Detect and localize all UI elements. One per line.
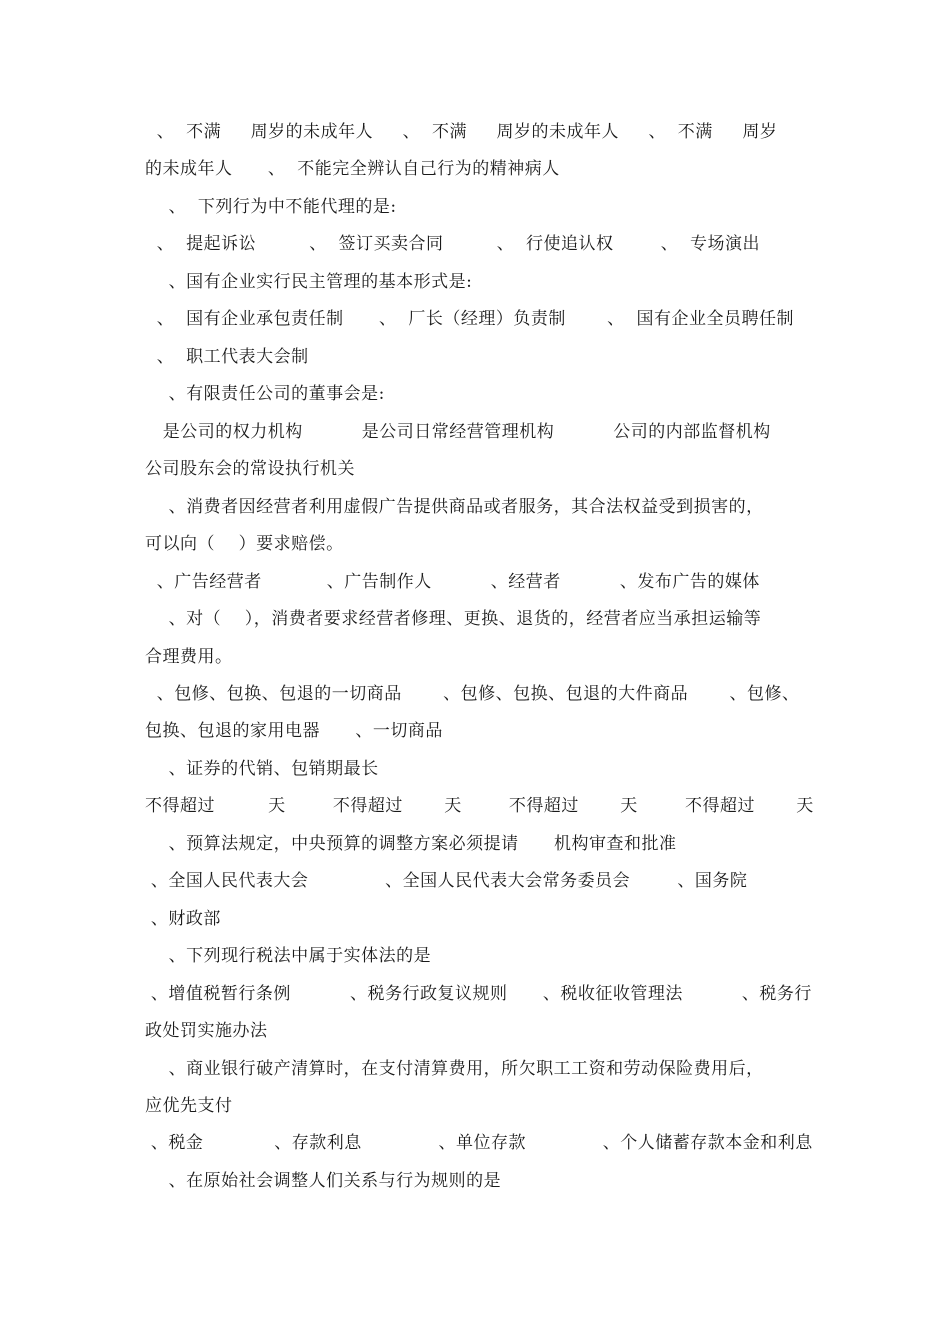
- text-line: 的未成年人 、 不能完全辨认自己行为的精神病人: [145, 159, 560, 179]
- text-line: 、下列现行税法中属于实体法的是: [145, 946, 432, 966]
- text-line: 应优先支付: [145, 1096, 233, 1116]
- text-line: 、广告经营者 、广告制作人 、经营者 、发布广告的媒体: [145, 572, 760, 592]
- text-line: 、财政部: [145, 909, 221, 929]
- text-line: 公司股东会的常设执行机关: [145, 459, 355, 479]
- text-line: 、 下列行为中不能代理的是:: [145, 197, 397, 217]
- text-line: 是公司的权力机构 是公司日常经营管理机构 公司的内部监督机构: [145, 422, 771, 442]
- text-line: 可以向（ ）要求赔偿。: [145, 534, 344, 554]
- text-line: 、 职工代表大会制: [145, 347, 309, 367]
- text-line: 、增值税暂行条例 、税务行政复议规则 、税收征收管理法 、税务行: [145, 984, 812, 1004]
- text-line: 、 不满 周岁的未成年人 、 不满 周岁的未成年人 、 不满 周岁: [145, 122, 778, 142]
- text-line: 、税金 、存款利息 、单位存款 、个人储蓄存款本金和利息: [145, 1133, 813, 1153]
- text-line: 包换、包退的家用电器 、一切商品: [145, 721, 443, 741]
- text-line: 不得超过 天 不得超过 天 不得超过 天 不得超过 天: [145, 796, 814, 816]
- text-line: 、商业银行破产清算时，在支付清算费用，所欠职工工资和劳动保险费用后，: [145, 1059, 764, 1079]
- text-line: 、国有企业实行民主管理的基本形式是:: [145, 272, 473, 292]
- text-line: 、证券的代销、包销期最长: [145, 759, 379, 779]
- text-line: 、全国人民代表大会 、全国人民代表大会常务委员会 、国务院: [145, 871, 748, 891]
- text-line: 、有限责任公司的董事会是:: [145, 384, 385, 404]
- text-line: 合理费用。: [145, 647, 233, 667]
- text-line: 、预算法规定，中央预算的调整方案必须提请 机构审查和批准: [145, 834, 677, 854]
- text-line: 、包修、包换、包退的一切商品 、包修、包换、包退的大件商品 、包修、: [145, 684, 800, 704]
- text-line: 、在原始社会调整人们关系与行为规则的是: [145, 1171, 502, 1191]
- text-line: 、 提起诉讼 、 签订买卖合同 、 行使追认权 、 专场演出: [145, 234, 761, 254]
- text-line: 、对（ ），消费者要求经营者修理、更换、退货的，经营者应当承担运输等: [145, 609, 762, 629]
- text-line: 、消费者因经营者利用虚假广告提供商品或者服务，其合法权益受到损害的，: [145, 497, 764, 517]
- text-line: 政处罚实施办法: [145, 1021, 268, 1041]
- text-line: 、 国有企业承包责任制 、 厂长（经理）负责制 、 国有企业全员聘任制: [145, 309, 794, 329]
